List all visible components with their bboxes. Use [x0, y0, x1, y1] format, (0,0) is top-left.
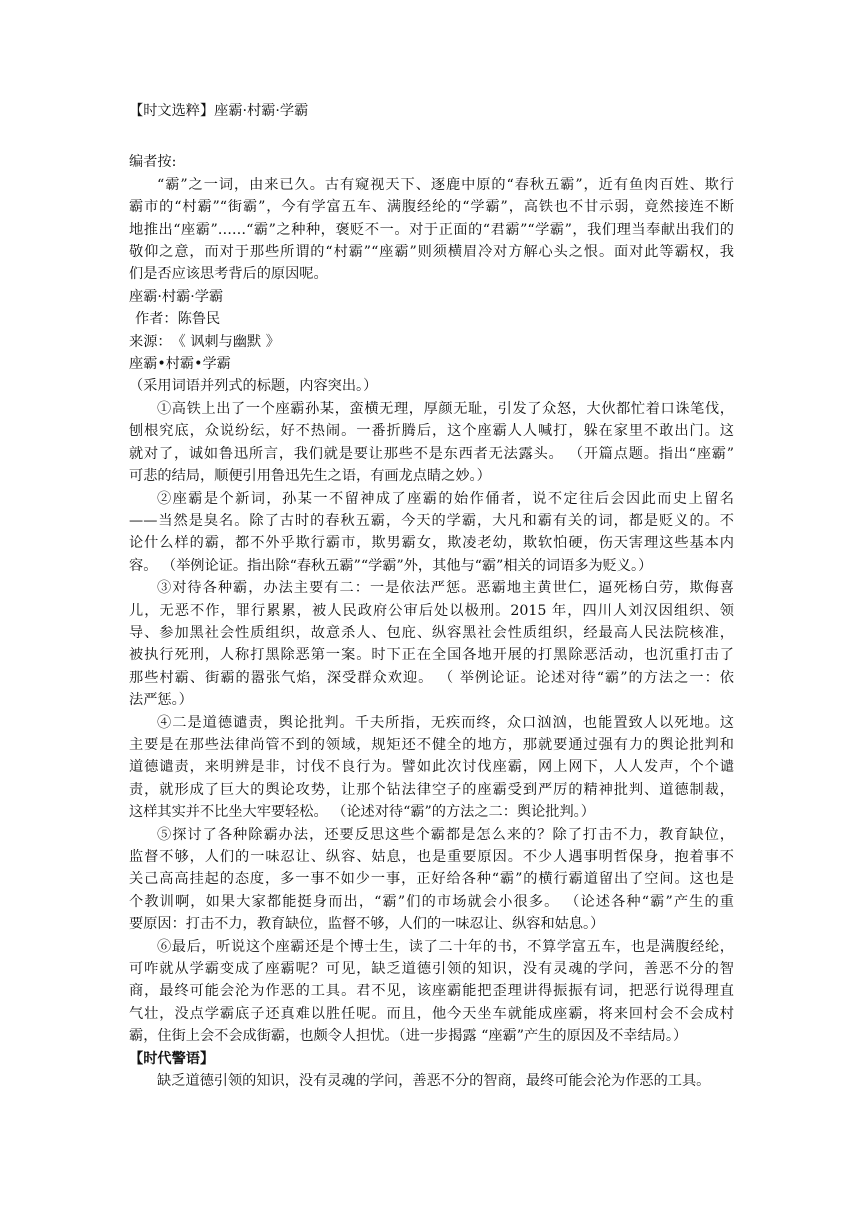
- paragraph-line: 导、参加黑社会性质组织，故意杀人、包庇、纵容黑社会性质组织，经最高人民法院核准，: [129, 624, 734, 641]
- paragraph-2: [129, 488, 734, 578]
- paragraph-5: [129, 824, 734, 936]
- paragraph-line: 儿，无恶不作，罪行累累，被人民政府公审后处以极刑。2015 年，四川人刘汉因组织、领: [129, 602, 734, 619]
- paragraph-line: 责，就形成了巨大的舆论攻势，让那个钻法律空子的座霸受到严厉的精神批判、道德制裁，: [129, 781, 734, 798]
- title-note: （采用词语并列式的标题，内容突出。）: [129, 378, 378, 395]
- editor-note-line: 们是否应该思考背后的原因呢。: [129, 266, 328, 283]
- paragraph-4: [129, 712, 734, 824]
- paragraph-line: 法严惩。）: [129, 692, 193, 709]
- paragraph-line: ——当然是臭名。除了古时的春秋五霸，今天的学霸，大凡和霸有关的词，都是贬义的。不: [129, 512, 734, 529]
- editor-note-label: 编者按:: [129, 154, 177, 171]
- paragraph-3: [129, 577, 734, 711]
- closing-text: 缺乏道德引领的知识，没有灵魂的学问，善恶不分的智商，最终可能会沦为作恶的工具。: [157, 1073, 711, 1090]
- article-author: 作者：陈鲁民: [135, 311, 221, 328]
- paragraph-line: ①高铁上出了一个座霸孙某，蛮横无理，厚颜无耻，引发了众怒，大伙都忙着口诛笔伐，: [157, 400, 734, 417]
- paragraph-line: 就对了，诚如鲁迅所言，我们就是要让那些不是东西者无法露头。 （开篇点题。指出“座霸”: [129, 445, 734, 462]
- spacer: [129, 122, 734, 144]
- closing-heading: 【时代警语】: [129, 1050, 215, 1067]
- paragraph-line: 主要是在那些法律尚管不到的领域，规矩还不健全的地方，那就要通过强有力的舆论批判和: [129, 736, 734, 753]
- editor-note-line: 敬仰之意，而对于那些所谓的“村霸”“座霸”则须横眉冷对方解心头之恨。面对此等霸权，我: [129, 244, 734, 261]
- document-page: [129, 100, 734, 1092]
- paragraph-line: 这样其实并不比坐大牢要轻松。 （论述对待“霸”的方法之二：舆论批判。）: [129, 804, 595, 821]
- paragraph-line: 道德谴责，来明辨是非，讨伐不良行为。譬如此次讨伐座霸，网上网下，人人发声，个个谴: [129, 759, 734, 776]
- paragraph-line: ⑥最后，听说这个座霸还是个博士生，读了二十年的书，不算学富五车，也是满腹经纶，: [157, 938, 734, 955]
- paragraph-line: 那些村霸、街霸的嚣张气焰，深受群众欢迎。 （ 举例论证。论述对待“霸”的方法之一：依: [129, 669, 734, 686]
- paragraph-line: 论什么样的霸，都不外乎欺行霸市，欺男霸女，欺凌老幼，欺软怕硬，伤天害理这些基本内: [129, 535, 734, 552]
- editor-note-line: 霸市的“村霸”“街霸”，今有学富五车、满腹经纶的“学霸”，高铁也不甘示弱，竟然接连不断: [129, 199, 734, 216]
- paragraph-line: 刨根究底，众说纷纭，好不热闹。一番折腾后，这个座霸人人喊打，躲在家里不敢出门。这: [129, 423, 734, 440]
- paragraph-line: ④二是道德谴责，舆论批判。千夫所指，无疾而终，众口汹汹，也能置致人以死地。这: [157, 714, 734, 731]
- editor-note-body: [129, 174, 734, 286]
- paragraph-line: 商，最终可能会沦为作恶的工具。君不见，该座霸能把歪理讲得振振有词，把恶行说得理直: [129, 983, 734, 1000]
- article-subtitle: 座霸•村霸•学霸: [129, 356, 231, 373]
- paragraph-line: 关己高高挂起的态度，多一事不如少一事，正好给各种“霸”的横行霸道留出了空间。这也是: [129, 871, 734, 888]
- paragraph-line: ③对待各种霸，办法主要有二：一是依法严惩。恶霸地主黄世仁，逼死杨白劳，欺侮喜: [157, 580, 734, 597]
- paragraph-line: 气壮，没点学霸底子还真难以胜任呢。而且，他今天坐车就能成座霸，将来回村会不会成村: [129, 1005, 734, 1022]
- paragraph-line: 被执行死刑，人称打黑除恶第一案。时下正在全国各地开展的打黑除恶活动，也沉重打击了: [129, 647, 734, 664]
- paragraph-line: 容。 （举例论证。指出除“春秋五霸”“学霸”外，其他与“霸”相关的词语多为贬义。）: [129, 557, 653, 574]
- article-title: 座霸·村霸·学霸: [129, 288, 224, 305]
- paragraph-line: ⑤探讨了各种除霸办法，还要反思这些个霸都是怎么来的？除了打击不力，教育缺位，: [157, 826, 734, 843]
- paragraph-line: 可咋就从学霸变成了座霸呢？可见，缺乏道德引领的知识，没有灵魂的学问，善恶不分的智: [129, 961, 734, 978]
- paragraph-line: 要原因：打击不力，教育缺位，监督不够，人们的一味忍让、纵容和姑息。）: [129, 916, 605, 933]
- editor-note-line: 地推出“座霸”……“霸”之种种，褒贬不一。对于正面的“君霸”“学霸”，我们理当奉献出我们的: [129, 221, 734, 238]
- editor-note-line: “霸”之一词，由来已久。古有窥视天下、逐鹿中原的“春秋五霸”，近有鱼肉百姓、欺行: [157, 176, 734, 193]
- paragraph-1: [129, 398, 734, 488]
- article-source: 来源： 《 讽刺与幽默 》: [129, 333, 280, 350]
- paragraph-line: 霸，住街上会不会成街霸，也颇令人担忧。（进一步揭露 “座霸”产生的原因及不幸结局。）: [129, 1028, 688, 1045]
- paragraph-line: 个教训啊，如果大家都能挺身而出，“霸”们的市场就会小很多。 （论述各种“霸”产生的重: [129, 893, 734, 910]
- paragraph-6: [129, 936, 734, 1048]
- paragraph-line: 可悲的结局，顺便引用鲁迅先生之语，有画龙点睛之妙。）: [129, 468, 491, 485]
- article-header-title: 【时文选粹】座霸·村霸·学霸: [129, 103, 309, 119]
- paragraph-line: ②座霸是个新词，孙某一不留神成了座霸的始作俑者，说不定往后会因此而史上留名: [157, 490, 734, 507]
- paragraph-line: 监督不够，人们的一味忍让、纵容、姑息，也是重要原因。不少人遇事明哲保身，抱着事不: [129, 849, 734, 865]
